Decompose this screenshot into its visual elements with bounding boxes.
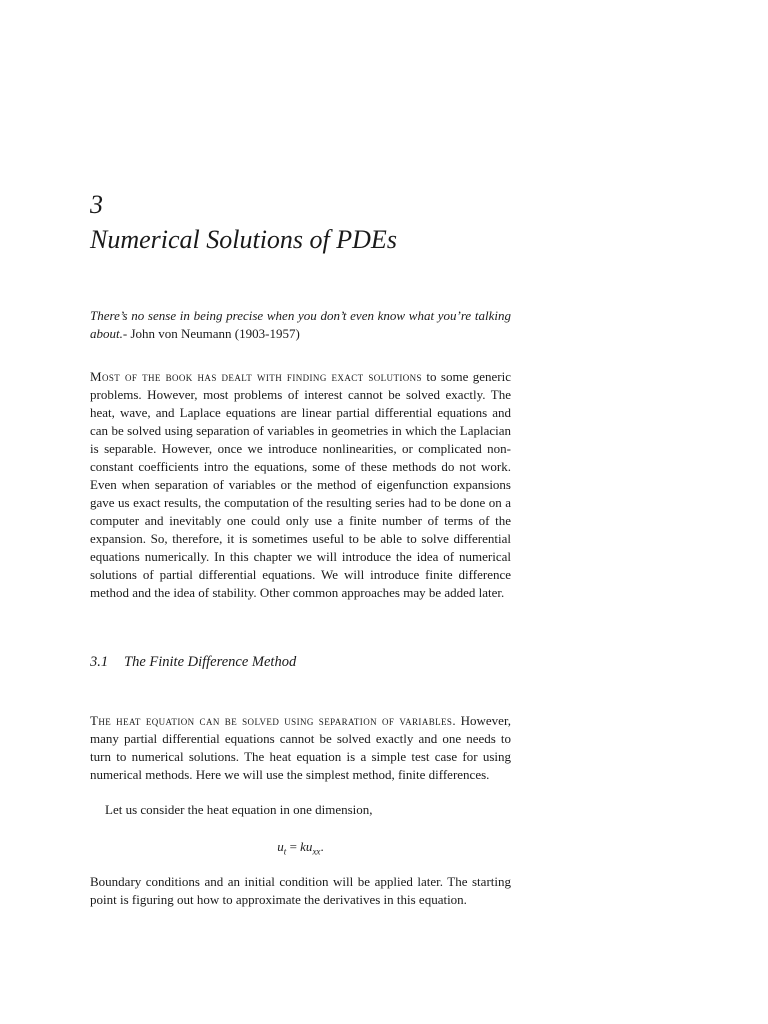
epigraph-quote: There’s no sense in being precise when you don’t even know what you’re talking about.	[90, 308, 511, 341]
section-paragraph-2: Let us consider the heat equation in one dimension,	[105, 802, 373, 817]
intro-body: to some generic problems. However, most problems of interest cannot be solved exactly. The heat, wave, and Laplace equations are linear partial differential equations and can be solved using separation of variables in geometries in which the Laplacian is separable. However, once we introduce nonlinearities, or complicated non-constant coefficients intro the equations, some of these methods do not work. Even when separation of variables or the method of eigenfunction expansions gave us exact results, the computation of the resulting series had to be done on a computer and inevitably one could only use a finite number of terms of the expansion. So, therefore, it is sometimes useful to be able to solve differential equations numerically. In this chapter we will introduce the idea of numerical solutions of partial differential equations. We will introduce finite difference method and the idea of stability. Other common approaches may be added later.	[90, 369, 511, 600]
equation-end: .	[320, 839, 324, 854]
equation-op: =	[286, 839, 301, 854]
section-body: However, many partial differential equations cannot be solved exactly and one needs to turn to numerical solutions. The heat equation is a simple test case for using numerical methods. Here we will use the simplest method, finite differences.	[90, 713, 512, 782]
intro-paragraph	[90, 368, 511, 602]
section-number: 3.1	[90, 654, 109, 670]
equation-lhs: u	[277, 839, 284, 854]
epigraph	[90, 307, 511, 343]
equation-rhs: ku	[300, 839, 313, 854]
section-paragraph	[90, 712, 511, 784]
equation-lhs-sub: t	[283, 846, 287, 857]
section-paragraph-3: Boundary conditions and an initial condition will be applied later. The starting point is figuring out how to approximate the derivatives in this equation.	[90, 874, 511, 907]
section-title: The Finite Difference Method	[124, 654, 297, 670]
equation-rhs-sub: xx	[312, 846, 321, 857]
chapter-number: 3	[90, 190, 103, 219]
chapter-title: Numerical Solutions of PDEs	[90, 225, 397, 254]
section-heading	[90, 652, 296, 672]
heat-equation	[90, 837, 511, 862]
intro-lead: Most of the book has dealt with finding exact solutions	[90, 369, 422, 384]
epigraph-attribution: - John von Neumann (1903-1957)	[122, 326, 300, 341]
section-lead: The heat equation can be solved using separation of variables.	[90, 713, 456, 728]
